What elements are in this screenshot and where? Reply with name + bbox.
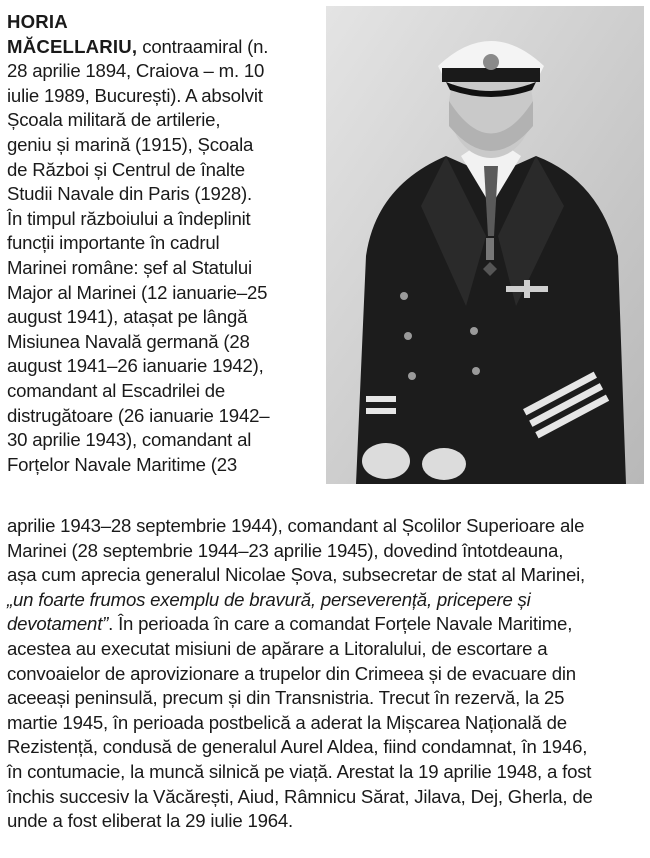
text-line: Rezistență, condusă de generalul Aurel Aldea, fiind condamnat, în 1946, [7,736,588,758]
text-line: funcții importante în cadrul [7,232,220,254]
text-line: Misiunea Navală germană (28 [7,330,250,352]
person-name-last: MĂCELLARIU, [7,35,138,57]
text-line: Marinei (28 septembrie 1944–23 aprilie 1945), dovedind întotdeauna, [7,539,564,561]
text-line: comandant al Escadrilei de [7,379,226,401]
column-text [7,10,323,477]
text-line: geniu și marină (1915), Școala [7,133,254,155]
text-line: Școala militară de artilerie, [7,109,221,131]
text-line [7,612,649,637]
text-line: Major al Marinei (12 ianuarie–25 [7,281,268,303]
text-line: convoaielor de aprovizionare a trupelor din Crimeea și de evacuare din [7,662,576,684]
text-line: acestea au executat misiuni de apărare a Litoralului, de escortare a [7,637,548,659]
text-line: martie 1945, în perioada postbelică a aderat la Mișcarea Națională de [7,711,567,733]
text-line: Studii Navale din Paris (1928). [7,183,252,205]
text-line: închis succesiv la Văcărești, Aiud, Râmnicu Sărat, Jilava, Dej, Gherla, de [7,785,593,807]
full-width-text [7,514,649,834]
naval-officer-portrait [326,6,644,484]
quote-end: devotament” [7,613,109,635]
text-line: iulie 1989, București). A absolvit [7,84,263,106]
text-line: aceeași peninsulă, precum și din Transnistria. Trecut în rezervă, la 25 [7,687,565,709]
text-line: Forțelor Navale Maritime (23 [7,453,237,475]
text-line: august 1941–26 ianuarie 1942), [7,355,264,377]
quote-line: „un foarte frumos exemplu de bravură, perseverență, pricepere și [7,588,531,610]
text-line: de Război și Centrul de înalte [7,158,245,180]
text-line: așa cum aprecia generalul Nicolae Șova, subsecretar de stat al Marinei, [7,564,586,586]
text-fragment: . În perioada în care a comandat Forțele Navale Maritime, [108,613,573,635]
text-line: aprilie 1943–28 septembrie 1944), comandant al Școlilor Superioare ale [7,515,585,536]
text-line: distrugătoare (26 ianuarie 1942– [7,404,270,426]
text-line: în contumacie, la muncă silnică pe viață. Arestat la 19 aprilie 1948, a fost [7,760,592,782]
text-fragment: contraamiral (n. [137,35,269,57]
text-line: august 1941), atașat pe lângă [7,306,248,328]
text-line [7,35,323,60]
person-name-first: HORIA [7,11,68,32]
text-line: 28 aprilie 1894, Craiova – m. 10 [7,60,265,82]
portrait-photo [326,6,644,484]
text-line: Marinei române: șef al Statului [7,256,252,278]
text-line: 30 aprilie 1943), comandant al [7,429,252,451]
text-line: În timpul războiului a îndeplinit [7,207,251,229]
text-line: unde a fost eliberat la 29 iulie 1964. [7,810,293,832]
